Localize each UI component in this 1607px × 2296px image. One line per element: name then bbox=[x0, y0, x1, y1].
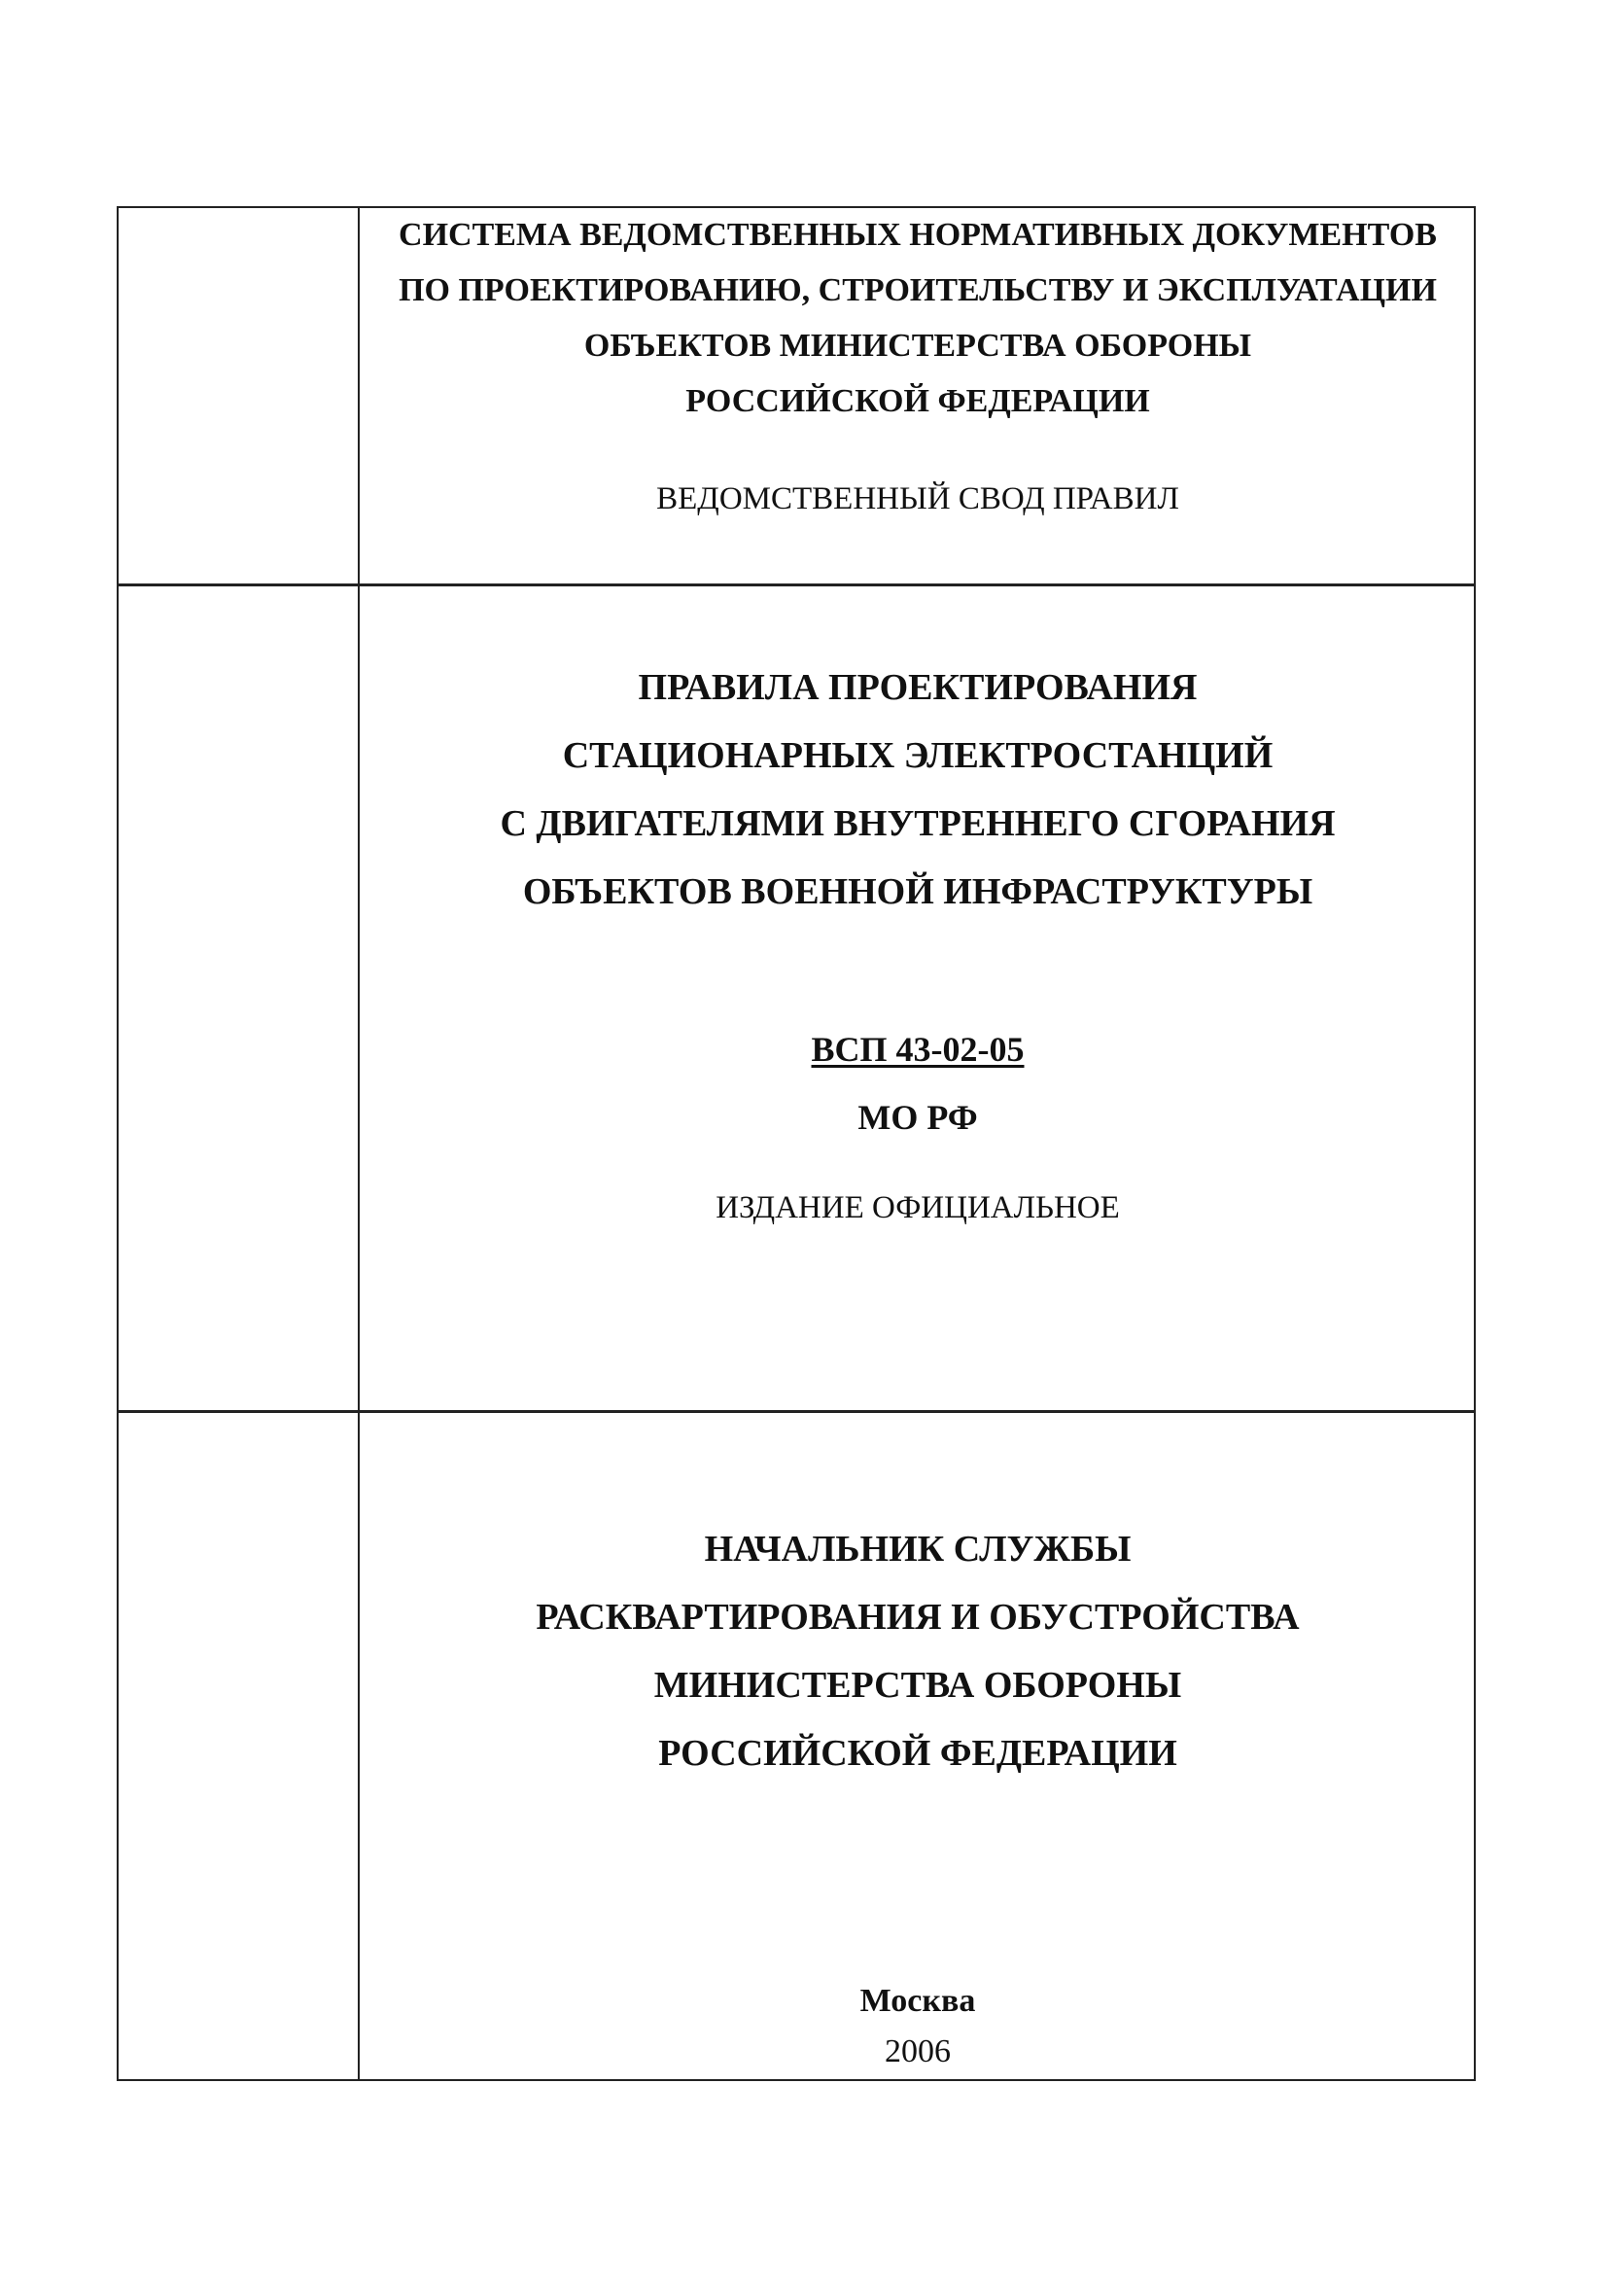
header-section bbox=[360, 207, 1476, 518]
title-line: ОБЪЕКТОВ ВОЕННОЙ ИНФРАСТРУКТУРЫ bbox=[522, 871, 1313, 912]
author-line: РАСКВАРТИРОВАНИЯ И ОБУСТРОЙСТВА bbox=[536, 1597, 1300, 1638]
section-divider-1 bbox=[117, 583, 1476, 586]
title-section bbox=[360, 653, 1476, 1227]
header-line: СИСТЕМА ВЕДОМСТВЕННЫХ НОРМАТИВНЫХ ДОКУМЕНТОВ bbox=[399, 217, 1437, 253]
publication-year: 2006 bbox=[885, 2033, 951, 2069]
header-line: РОССИЙСКОЙ ФЕДЕРАЦИИ bbox=[685, 383, 1150, 419]
header-line: ОБЪЕКТОВ МИНИСТЕРСТВА ОБОРОНЫ bbox=[583, 328, 1252, 364]
document-title bbox=[360, 653, 1476, 926]
author-line: НАЧАЛЬНИК СЛУЖБЫ bbox=[704, 1529, 1132, 1570]
title-line: ПРАВИЛА ПРОЕКТИРОВАНИЯ bbox=[638, 667, 1198, 708]
author-line: МИНИСТЕРСТВА ОБОРОНЫ bbox=[653, 1665, 1182, 1706]
author-section bbox=[360, 1515, 1476, 1787]
document-code bbox=[360, 1015, 1476, 1151]
document-code-suffix: МО РФ bbox=[857, 1098, 978, 1137]
header-line: ПО ПРОЕКТИРОВАНИЮ, СТРОИТЕЛЬСТВУ И ЭКСПЛУАТАЦИИ bbox=[399, 272, 1437, 308]
title-line: СТАЦИОНАРНЫХ ЭЛЕКТРОСТАНЦИЙ bbox=[562, 735, 1274, 776]
title-line: С ДВИГАТЕЛЯМИ ВНУТРЕННЕГО СГОРАНИЯ bbox=[500, 803, 1336, 844]
document-code-number: ВСП 43-02-05 bbox=[811, 1030, 1025, 1069]
section-divider-2 bbox=[117, 1410, 1476, 1413]
issuing-authority bbox=[360, 1515, 1476, 1787]
publication-city: Москва bbox=[859, 1983, 976, 2019]
header-title bbox=[360, 207, 1476, 429]
author-line: РОССИЙСКОЙ ФЕДЕРАЦИИ bbox=[658, 1733, 1177, 1774]
header-subtitle: ВЕДОМСТВЕННЫЙ СВОД ПРАВИЛ bbox=[656, 481, 1179, 516]
edition-label: ИЗДАНИЕ ОФИЦИАЛЬНОЕ bbox=[716, 1190, 1120, 1225]
imprint bbox=[360, 1976, 1476, 2077]
